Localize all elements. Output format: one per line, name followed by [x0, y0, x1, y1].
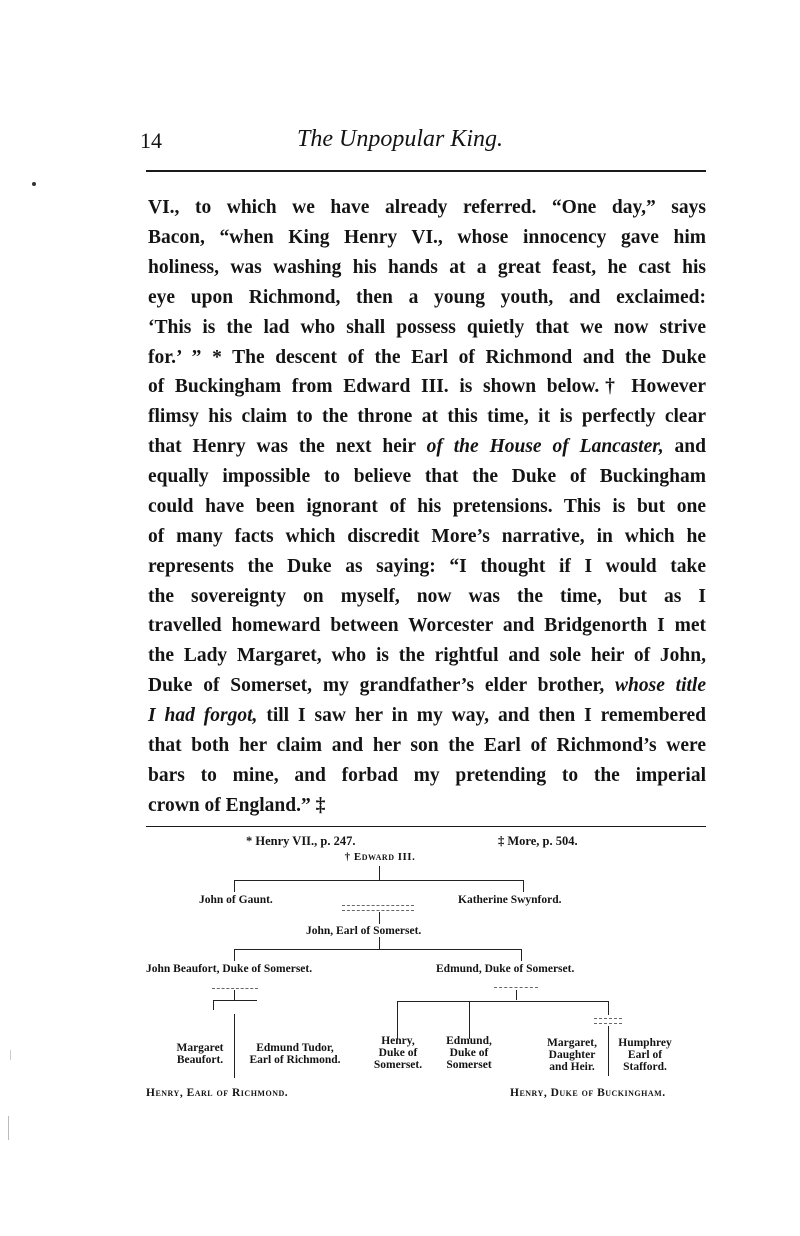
text-line: for.’ ” * The descent of the Earl of Richmond and the Duke: [148, 347, 706, 368]
tree-line: [516, 990, 517, 1000]
text-line: Bacon, “when King Henry VI., whose innocency gave him: [148, 227, 706, 248]
person-john-earl-of-somerset: John, Earl of Somerset.: [306, 925, 422, 937]
margin-mark: [10, 1050, 11, 1060]
tree-line: [523, 880, 524, 892]
text-line: of Buckingham from Edward III. is shown below.† However: [148, 376, 706, 397]
text-line: that both her claim and her son the Earl of Richmond’s were: [148, 735, 706, 756]
person-edmund-duke-of-somerset: Edmund, Duke of Somerset.: [436, 963, 575, 975]
text-line: could have been ignorant of his pretensions. This is but one: [148, 496, 706, 517]
marriage-mark: [594, 1023, 622, 1025]
tree-line: [234, 949, 522, 950]
person-edmund-tudor: Edmund Tudor, Earl of Richmond.: [249, 1042, 341, 1066]
stray-mark: [32, 182, 36, 186]
person-henry-duke-of-somerset: Henry, Duke of Somerset.: [373, 1035, 423, 1071]
tree-line: [234, 990, 235, 1000]
person-edmund-duke-of-somerset-son: Edmund, Duke of Somerset: [446, 1035, 492, 1071]
person-margaret-beaufort: Margaret Beaufort.: [176, 1042, 224, 1066]
tree-line: [379, 937, 380, 949]
footnote-more: ‡ More, p. 504.: [498, 834, 578, 848]
text-line: the Lady Margaret, who is the rightful and sole heir of John,: [148, 645, 706, 666]
tree-line: [213, 1000, 257, 1001]
tree-line: [213, 1000, 214, 1010]
tree-line: [397, 1001, 609, 1002]
text-line: Duke of Somerset, my grandfather’s elder brother, whose title: [148, 675, 706, 696]
marriage-mark: [594, 1018, 622, 1020]
page-number: 14: [140, 128, 162, 153]
tree-line: [234, 880, 524, 881]
tree-line: [469, 1001, 470, 1039]
tree-line: [608, 1001, 609, 1015]
text-line: travelled homeward between Worcester and Bridgenorth I met: [148, 615, 706, 636]
text-line: holiness, was washing his hands at a great feast, he cast his: [148, 257, 706, 278]
text-line: equally impossible to believe that the Duke of Buckingham: [148, 466, 706, 487]
text-line: that Henry was the next heir of the House of Lancaster, and: [148, 436, 706, 457]
text-line: ‘This is the lad who shall possess quietly that we now strive: [148, 317, 706, 338]
text-line: crown of England.” ‡: [148, 795, 326, 816]
tree-line: [521, 949, 522, 961]
marriage-mark: [342, 905, 414, 907]
running-title: The Unpopular King.: [296, 126, 503, 152]
person-john-beaufort: John Beaufort, Duke of Somerset.: [146, 963, 313, 975]
footnote-edward-iii: † Edward III.: [344, 851, 416, 863]
footnote-rule: [146, 826, 706, 827]
text-line: the sovereignty on myself, now was the time, but as I: [148, 586, 706, 607]
person-henry-duke-of-buckingham: Henry, Duke of Buckingham.: [510, 1087, 666, 1099]
person-humphrey-earl-of-stafford: Humphrey Earl of Stafford.: [618, 1037, 672, 1073]
margin-mark: [8, 1116, 9, 1140]
text-line: of many facts which discredit More’s narrative, in which he: [148, 526, 706, 547]
tree-line: [379, 866, 380, 880]
tree-line: [234, 949, 235, 961]
tree-line: [397, 1001, 398, 1039]
header-rule: [146, 170, 706, 172]
tree-line: [379, 912, 380, 924]
text-line: flimsy his claim to the throne at this time, it is perfectly clear: [148, 406, 706, 427]
marriage-mark: [342, 910, 414, 912]
footnote-henry-vii: * Henry VII., p. 247.: [246, 834, 356, 848]
text-line: VI., to which we have already referred. “One day,” says: [148, 197, 706, 218]
marriage-mark: [494, 987, 538, 989]
person-john-of-gaunt: John of Gaunt.: [199, 894, 273, 906]
person-henry-earl-of-richmond: Henry, Earl of Richmond.: [146, 1087, 289, 1099]
text-line: eye upon Richmond, then a young youth, and exclaimed:: [148, 287, 706, 308]
person-margaret-daughter-and-heir: Margaret, Daughter and Heir.: [547, 1037, 597, 1073]
text-line: represents the Duke as saying: “I thought if I would take: [148, 556, 706, 577]
text-line: I had forgot, till I saw her in my way, and then I remembered: [148, 705, 707, 726]
tree-line: [234, 880, 235, 892]
tree-line: [608, 1026, 609, 1076]
marriage-mark: [212, 988, 258, 990]
text-line: bars to mine, and forbad my pretending to the imperial: [148, 765, 706, 786]
person-katherine-swynford: Katherine Swynford.: [458, 894, 562, 906]
